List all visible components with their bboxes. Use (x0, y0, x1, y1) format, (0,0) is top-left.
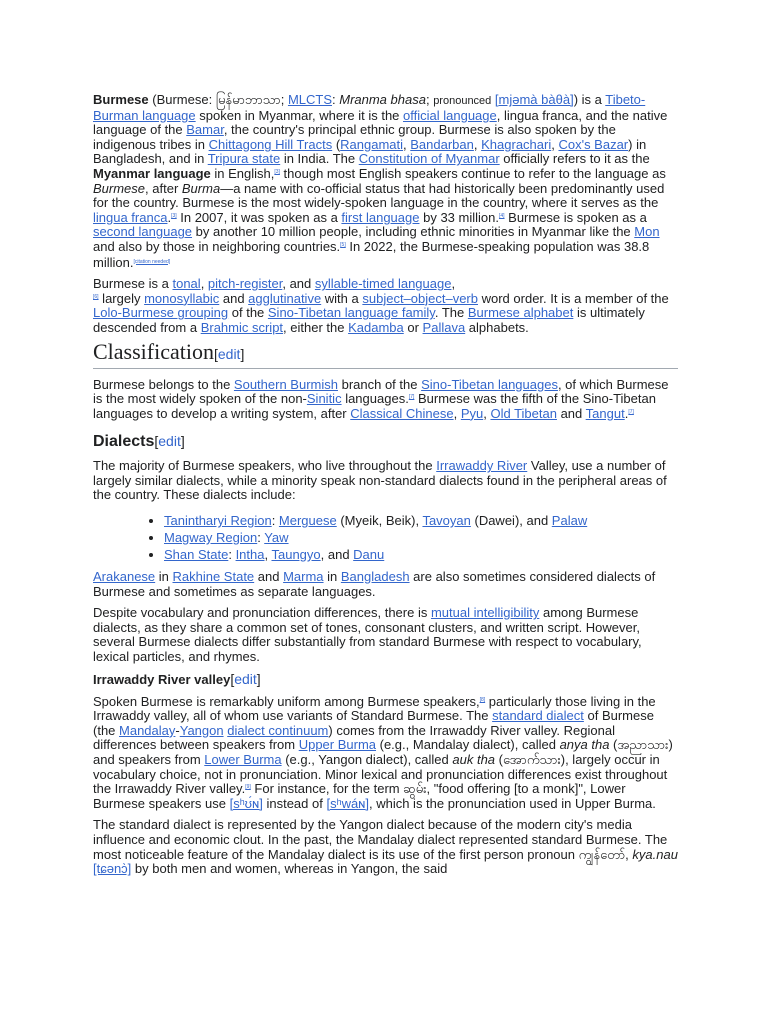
link-constitution[interactable]: Constitution of Myanmar (358, 151, 500, 167)
link-burmese-alphabet[interactable]: Burmese alphabet (467, 305, 574, 321)
link-lolo-burmese[interactable]: Lolo-Burmese grouping (93, 305, 229, 321)
dialects-text: Valley, use a number of largely similar dialects, while a minority speak non-standard dialects found in the peripheral areas of the country. These dialects include: (93, 458, 667, 503)
link-ipa-burmese[interactable]: [mjəmà bàθà] (494, 92, 574, 107)
citation-link[interactable]: [3] (274, 168, 280, 175)
list-item: • Shan State: Intha, Taungyo, and Danu (164, 546, 678, 563)
link-monosyllabic[interactable]: monosyllabic (144, 290, 220, 306)
link-second-language[interactable]: second language (93, 224, 193, 240)
link-first-language[interactable]: first language (341, 209, 420, 225)
citation-link[interactable]: [9] (245, 784, 251, 791)
citation-link[interactable]: [6] (93, 293, 99, 300)
lead-paragraph: Burmese (Burmese: မြန်မာဘာသာ; MLCTS: Mranma bhasa; pronounced [mjəmà bàθà]) is a Tibeto-Burman language spoken in Myanmar, where it is the official language, lingua franca, and the native language of the Bamar, the country's principal ethnic group. Burmese is also spoken by the indigenous tribes in Chittagong Hill Tracts (Rangamati, Bandarban, Khagrachari, Cox's Bazar) in Bangladesh, and in Tripura state in India. The Constitution of Myanmar officially refers to it as the Myanmar language in English,[3] though most English speakers continue to refer to the language as Burmese, after Burma—a name with co-official status that had historically been predominantly used for the country. Burmese is the most widely-spoken language in the country, where it serves as the lingua franca.[3] In 2007, it was spoken as a first language by 33 million.[4] Burmese is spoken as a second language by another 10 million people, including ethnic minorities in Myanmar like the Mon and also by those in neighboring countries.[5] In 2022, the Burmese-speaking population was 38.8 million.[citation needed] (93, 92, 668, 270)
link-official-language[interactable]: official language (403, 107, 497, 123)
link-mandalay[interactable]: Mandalay (119, 722, 176, 738)
link-syllable-timed[interactable]: syllable-timed language (314, 276, 452, 292)
link-arakanese[interactable]: Arakanese (93, 569, 156, 585)
link-lower-burma[interactable]: Lower Burma (204, 752, 282, 767)
link-standard-dialect[interactable]: standard dialect (492, 708, 584, 724)
link-rangamati[interactable]: Rangamati (340, 136, 404, 152)
link-pallava[interactable]: Pallava (422, 319, 466, 335)
dialects-paragraph-2: Arakanese in Rakhine State and Marma in Bangladesh are also sometimes considered dialects of Burmese and sometimes as separate languages. (93, 569, 656, 599)
edit-link-irrawaddy[interactable]: edit (234, 670, 257, 687)
link-classical-chinese[interactable]: Classical Chinese (350, 405, 454, 421)
citation-link[interactable]: [5] (340, 241, 346, 248)
link-tibeto-burman[interactable]: Tibeto-Burman language (93, 92, 646, 123)
list-item: • Magway Region: Yaw (164, 529, 678, 546)
section-heading-irrawaddy: Irrawaddy River valley[edit] (93, 670, 261, 687)
link-bamar[interactable]: Bamar (186, 122, 224, 138)
link-brahmic-script[interactable]: Brahmic script (200, 319, 284, 335)
link-pyu[interactable]: Pyu (460, 405, 484, 421)
lead-paragraph-2: Burmese is a tonal, pitch-register, and syllable-timed language, [6] largely monosyllabic and agglutinative with a subject–object–verb word order. It is a member of the Lolo-Burmese grouping of the Sino-Tibetan language family. The Burmese alphabet is ultimately descended from a Brahmic script, either the Kadamba or Pallava alphabets. (93, 276, 669, 335)
link-tavoyan[interactable]: Tavoyan (422, 513, 471, 529)
citation-needed-link[interactable]: [citation needed] (133, 258, 171, 265)
link-tanintharyi[interactable]: Tanintharyi Region (164, 513, 272, 529)
link-khagrachari[interactable]: Khagrachari (481, 136, 552, 152)
citation-link[interactable]: [8] (479, 696, 486, 703)
section-heading-classification: Classification[edit] (93, 339, 678, 369)
link-southern-burmish[interactable]: Southern Burmish (233, 376, 338, 392)
irrawaddy-paragraph-2: The standard dialect is represented by the Yangon dialect because of the modern city's media influence and economic clout. In the past, the Mandalay dialect represented standard Burmese. The most noticeable feature of the Mandalay dialect is its use of the first person pronoun ကျွန်တော်, kya.nau [tɕənɔ̀] by both men and women, whereas in Yangon, the said (93, 817, 678, 877)
link-yaw[interactable]: Yaw (264, 530, 289, 546)
link-magway[interactable]: Magway Region (164, 530, 258, 546)
dialects-text: The majority of Burmese speakers, who live throughout the (93, 458, 437, 474)
link-tonal[interactable]: tonal (172, 276, 201, 292)
article-body (93, 93, 678, 877)
link-irrawaddy-river[interactable]: Irrawaddy River (436, 458, 528, 474)
citation-link[interactable]: [3] (171, 212, 177, 219)
list-item: • Tanintharyi Region: Merguese (Myeik, Beik), Tavoyan (Dawei), and Palaw (164, 512, 678, 529)
link-ipa-shun[interactable]: [sʰʊ́ɴ] (229, 795, 263, 811)
section-heading-dialects: Dialects[edit] (93, 433, 185, 451)
link-upper-burma[interactable]: Upper Burma (298, 737, 377, 753)
link-sino-tibetan-family[interactable]: Sino-Tibetan language family (267, 305, 435, 321)
link-intha[interactable]: Intha (235, 547, 265, 563)
dialects-paragraph-3: Despite vocabulary and pronunciation differences, there is mutual intelligibility among Burmese dialects, as they share a common set of tones, consonant clusters, and written script. However, several Burmese dialects differ substantially from standard Burmese with respect to vocabulary, lexical particles, and rhymes. (93, 605, 642, 665)
link-bangladesh[interactable]: Bangladesh (340, 569, 410, 585)
link-agglutinative[interactable]: agglutinative (248, 290, 322, 306)
link-old-tibetan[interactable]: Old Tibetan (490, 405, 557, 421)
irrawaddy-paragraph: Spoken Burmese is remarkably uniform among Burmese speakers,[8] particularly those living in the Irrawaddy valley, all of whom use variants of Standard Burmese. The standard dialect of Burmese (the Mandalay-Yangon dialect continuum) comes from the Irrawaddy River valley. Regional differences between speakers from Upper Burma (e.g., Mandalay dialect), called anya tha (အညာသား) and speakers from Lower Burma (e.g., Yangon dialect), called auk tha (အောက်သား), largely occur in vocabulary choice, not in pronunciation. Minor lexical and pronunciation differences exist throughout the Irrawaddy River valley.[9] For instance, for the term ဆွမ်း, "food offering [to a monk]", Lower Burmese speakers use [sʰʊ́ɴ] instead of [sʰwáɴ], which is the pronunciation used in Upper Burma. (93, 693, 673, 811)
link-yangon[interactable]: Yangon (179, 722, 224, 738)
link-tangut[interactable]: Tangut (585, 405, 625, 421)
link-marma[interactable]: Marma (283, 569, 324, 585)
link-ipa-kyanau[interactable]: [tɕənɔ̀] (93, 861, 132, 877)
link-taungyo[interactable]: Taungyo (271, 547, 321, 563)
dialect-list (93, 512, 678, 563)
link-tripura[interactable]: Tripura state (207, 151, 281, 167)
link-mutual-intelligibility[interactable]: mutual intelligibility (430, 605, 540, 621)
link-sino-tibetan-languages[interactable]: Sino-Tibetan languages (421, 376, 558, 392)
dialects-paragraph (93, 459, 678, 503)
link-pitch-register[interactable]: pitch-register (207, 276, 283, 292)
edit-link-dialects[interactable]: edit (158, 433, 181, 450)
link-bandarban[interactable]: Bandarban (410, 136, 474, 152)
link-sov[interactable]: subject–object–verb (362, 290, 478, 306)
link-dialect-continuum[interactable]: dialect continuum (227, 722, 329, 738)
link-sinitic[interactable]: Sinitic (306, 391, 342, 407)
link-ipa-shwan[interactable]: [sʰwáɴ] (326, 795, 369, 811)
citation-link[interactable]: [7] (628, 408, 634, 415)
link-palaw[interactable]: Palaw (551, 513, 588, 529)
link-shan-state[interactable]: Shan State (164, 547, 229, 563)
link-merguese[interactable]: Merguese (278, 513, 337, 529)
link-kadamba[interactable]: Kadamba (348, 319, 404, 335)
classification-paragraph: Burmese belongs to the Southern Burmish branch of the Sino-Tibetan languages, of which Burmese is the most widely spoken of the non-Sinitic languages.[7] Burmese was the fifth of the Sino-Tibetan languages to develop a writing system, after Classical Chinese, Pyu, Old Tibetan and Tangut.[7] (93, 376, 669, 421)
link-chittagong[interactable]: Chittagong Hill Tracts (208, 136, 333, 152)
citation-link[interactable]: [4] (498, 212, 505, 219)
link-mon[interactable]: Mon (634, 224, 660, 240)
link-danu[interactable]: Danu (353, 547, 385, 563)
link-rakhine-state[interactable]: Rakhine State (172, 569, 255, 585)
link-mlcts[interactable]: MLCTS (287, 92, 332, 107)
link-lingua-franca[interactable]: lingua franca (93, 209, 168, 225)
link-coxs-bazar[interactable]: Cox's Bazar (558, 136, 629, 152)
citation-link[interactable]: [7] (408, 394, 415, 401)
edit-link-classification[interactable]: edit (217, 345, 241, 362)
term-burmese: Burmese (93, 92, 149, 107)
